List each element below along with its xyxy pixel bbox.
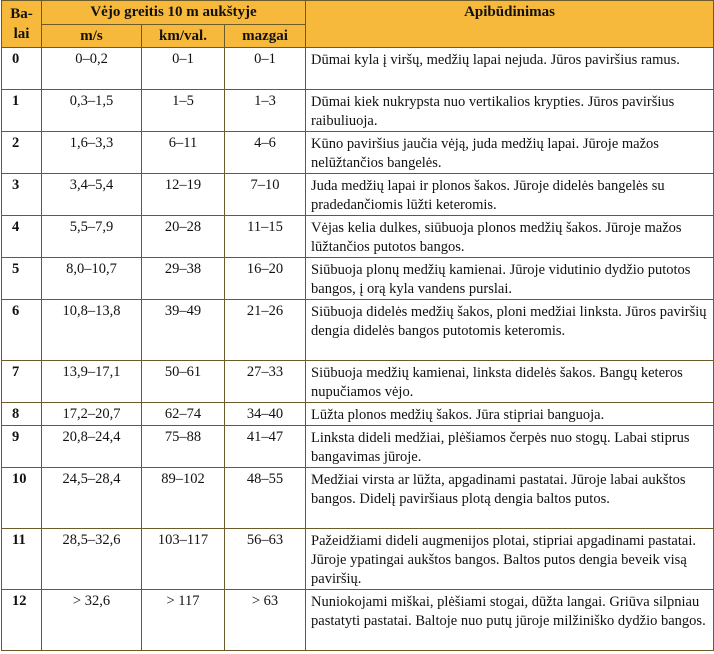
description-cell: Nuniokojami miškai, plėšiami stogai, dūžta langai. Griūva silpniau pastatyti pastatai. Baltoje nuo putų jūroje milžiniško dydžio bangos. bbox=[306, 590, 714, 651]
kmh-cell: 0–1 bbox=[142, 48, 225, 90]
ms-cell: 1,6–3,3 bbox=[42, 132, 142, 174]
wind-speed-group-header: Vėjo greitis 10 m aukštyje bbox=[42, 1, 306, 25]
description-cell: Kūno paviršius jaučia vėją, juda medžių lapai. Jūroje mažos nelūžtančios bangelės. bbox=[306, 132, 714, 174]
scale-cell: 2 bbox=[2, 132, 42, 174]
table-row bbox=[2, 258, 714, 300]
ms-cell: 3,4–5,4 bbox=[42, 174, 142, 216]
knots-cell: 56–63 bbox=[225, 529, 306, 590]
kmh-cell: 103–117 bbox=[142, 529, 225, 590]
scale-cell: 1 bbox=[2, 90, 42, 132]
table-row bbox=[2, 90, 714, 132]
description-header-label: Apibūdinimas bbox=[464, 4, 555, 20]
table-row bbox=[2, 426, 714, 468]
description-cell: Juda medžių lapai ir plonos šakos. Jūroje didelės bangelės su pradedančiomis lūžti keteromis. bbox=[306, 174, 714, 216]
description-cell: Vėjas kelia dulkes, siūbuoja plonos medžių šakos. Jūroje mažos lūžtančios putotos bangos. bbox=[306, 216, 714, 258]
description-cell: Pažeidžiami dideli augmenijos plotai, stipriai apgadinami pastatai. Jūroje ypatingai aukštos bangos. Baltos putos dengia beveik visą paviršių. bbox=[306, 529, 714, 590]
table-row bbox=[2, 403, 714, 426]
table-row bbox=[2, 300, 714, 361]
ms-cell: 20,8–24,4 bbox=[42, 426, 142, 468]
table-row bbox=[2, 590, 714, 651]
table-row bbox=[2, 48, 714, 90]
kmh-cell: 50–61 bbox=[142, 361, 225, 403]
balai-header bbox=[2, 1, 42, 48]
scale-cell: 3 bbox=[2, 174, 42, 216]
knots-cell: 1–3 bbox=[225, 90, 306, 132]
kmh-cell: 62–74 bbox=[142, 403, 225, 426]
description-cell: Dūmai kiek nukrypsta nuo vertikalios krypties. Jūros paviršius raibuliuoja. bbox=[306, 90, 714, 132]
description-header bbox=[306, 1, 714, 48]
kmh-cell: 6–11 bbox=[142, 132, 225, 174]
unit-knots-header: mazgai bbox=[225, 25, 306, 48]
scale-cell: 10 bbox=[2, 468, 42, 529]
kmh-cell: 1–5 bbox=[142, 90, 225, 132]
knots-cell: 41–47 bbox=[225, 426, 306, 468]
ms-cell: > 32,6 bbox=[42, 590, 142, 651]
table-row bbox=[2, 529, 714, 590]
table-row bbox=[2, 361, 714, 403]
table-row bbox=[2, 132, 714, 174]
knots-cell: > 63 bbox=[225, 590, 306, 651]
scale-cell: 8 bbox=[2, 403, 42, 426]
knots-cell: 48–55 bbox=[225, 468, 306, 529]
ms-cell: 17,2–20,7 bbox=[42, 403, 142, 426]
knots-cell: 0–1 bbox=[225, 48, 306, 90]
scale-cell: 11 bbox=[2, 529, 42, 590]
description-cell: Siūbuoja medžių kamienai, linksta didelės šakos. Bangų keteros nupučiamos vėjo. bbox=[306, 361, 714, 403]
ms-cell: 0–0,2 bbox=[42, 48, 142, 90]
description-cell: Lūžta plonos medžių šakos. Jūra stipriai banguoja. bbox=[306, 403, 714, 426]
ms-cell: 5,5–7,9 bbox=[42, 216, 142, 258]
ms-cell: 24,5–28,4 bbox=[42, 468, 142, 529]
scale-cell: 7 bbox=[2, 361, 42, 403]
description-cell: Medžiai virsta ar lūžta, apgadinami pastatai. Jūroje labai aukštos bangos. Didelį paviršiaus plotą dengia baltos putos. bbox=[306, 468, 714, 529]
beaufort-scale-table bbox=[1, 0, 714, 651]
kmh-cell: 12–19 bbox=[142, 174, 225, 216]
knots-cell: 4–6 bbox=[225, 132, 306, 174]
ms-cell: 13,9–17,1 bbox=[42, 361, 142, 403]
unit-kmh-header: km/val. bbox=[142, 25, 225, 48]
table-row bbox=[2, 216, 714, 258]
ms-cell: 10,8–13,8 bbox=[42, 300, 142, 361]
kmh-cell: 75–88 bbox=[142, 426, 225, 468]
scale-cell: 6 bbox=[2, 300, 42, 361]
description-cell: Siūbuoja didelės medžių šakos, ploni medžiai linksta. Jūros paviršių dengia didelės bangos putotomis keteromis. bbox=[306, 300, 714, 361]
scale-cell: 5 bbox=[2, 258, 42, 300]
kmh-cell: 20–28 bbox=[142, 216, 225, 258]
scale-cell: 12 bbox=[2, 590, 42, 651]
unit-ms-header: m/s bbox=[42, 25, 142, 48]
description-cell: Dūmai kyla į viršų, medžių lapai nejuda. Jūros paviršius ramus. bbox=[306, 48, 714, 90]
knots-cell: 7–10 bbox=[225, 174, 306, 216]
scale-cell: 0 bbox=[2, 48, 42, 90]
ms-cell: 0,3–1,5 bbox=[42, 90, 142, 132]
table-row bbox=[2, 174, 714, 216]
description-cell: Siūbuoja plonų medžių kamienai. Jūroje vidutinio dydžio putotos bangos, į orą kyla vandens purslai. bbox=[306, 258, 714, 300]
kmh-cell: > 117 bbox=[142, 590, 225, 651]
scale-cell: 4 bbox=[2, 216, 42, 258]
ms-cell: 8,0–10,7 bbox=[42, 258, 142, 300]
knots-cell: 27–33 bbox=[225, 361, 306, 403]
description-cell: Linksta dideli medžiai, plėšiamos čerpės nuo stogų. Labai stiprus bangavimas jūroje. bbox=[306, 426, 714, 468]
balai-header-label: Ba- lai bbox=[10, 6, 33, 42]
table-row bbox=[2, 468, 714, 529]
header-row bbox=[2, 1, 714, 25]
kmh-cell: 39–49 bbox=[142, 300, 225, 361]
ms-cell: 28,5–32,6 bbox=[42, 529, 142, 590]
knots-cell: 21–26 bbox=[225, 300, 306, 361]
knots-cell: 11–15 bbox=[225, 216, 306, 258]
knots-cell: 16–20 bbox=[225, 258, 306, 300]
knots-cell: 34–40 bbox=[225, 403, 306, 426]
kmh-cell: 89–102 bbox=[142, 468, 225, 529]
scale-cell: 9 bbox=[2, 426, 42, 468]
kmh-cell: 29–38 bbox=[142, 258, 225, 300]
